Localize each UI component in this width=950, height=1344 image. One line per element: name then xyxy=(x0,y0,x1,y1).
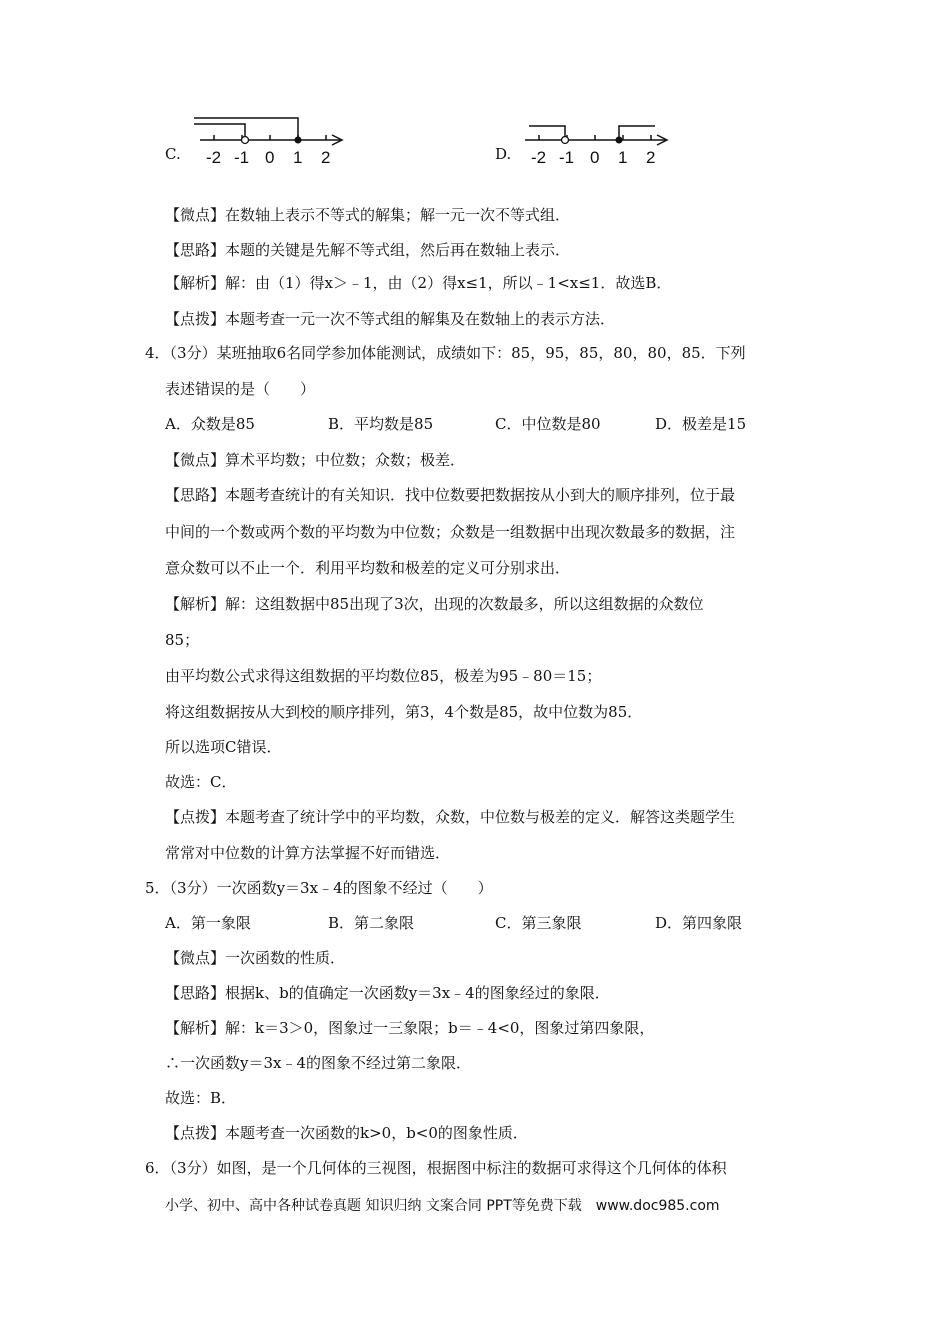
q4-jiexi-line1: 【解析】解：这组数据中85出现了3次，出现的次数最多，所以这组数据的众数位 xyxy=(165,595,704,613)
q4-weidian: 【微点】算术平均数；中位数；众数；极差． xyxy=(165,451,466,469)
q3-weidian: 【微点】在数轴上表示不等式的解集；解一元一次不等式组． xyxy=(165,206,571,224)
q5-stem: 5．（3分）一次函数y＝3x﹣4的图象不经过（ ） xyxy=(145,879,493,897)
footer-link[interactable]: 小学、初中、高中各种试卷真题 知识归纳 文案合同 PPT等免费下载 www.doc985.com xyxy=(165,1198,720,1214)
q5-jiexi-line2: ∴一次函数y＝3x﹣4的图象不经过第二象限． xyxy=(165,1054,472,1072)
q5-dianbo: 【点拨】本题考查一次函数的k>0，b<0的图象性质． xyxy=(165,1124,528,1142)
number-line-d xyxy=(515,108,675,168)
q4-jiexi-line6: 故选：C． xyxy=(165,773,237,791)
q4-option-a: A．众数是85 xyxy=(165,415,255,433)
tick-label: -2 xyxy=(206,148,222,167)
ray-right xyxy=(619,126,655,140)
q4-dianbo-line2: 常常对中位数的计算方法掌握不好而错选． xyxy=(165,844,451,862)
q5-option-a: A．第一象限 xyxy=(165,914,251,932)
tick-label: -1 xyxy=(234,148,250,167)
open-dot xyxy=(562,137,569,144)
tick-label: 2 xyxy=(646,148,656,167)
tick-label: -2 xyxy=(531,148,547,167)
q4-silu-line1: 【思路】本题考查统计的有关知识．找中位数要把数据按从小到大的顺序排列，位于最 xyxy=(165,486,736,504)
closed-dot xyxy=(616,137,623,144)
q4-dianbo-line1: 【点拨】本题考查了统计学中的平均数，众数，中位数与极差的定义．解答这类题学生 xyxy=(165,808,736,826)
q4-silu-line3: 意众数可以不止一个．利用平均数和极差的定义可分别求出． xyxy=(165,559,571,577)
tick-label: 0 xyxy=(590,148,600,167)
open-dot xyxy=(242,137,249,144)
q5-jiexi-line1: 【解析】解：k＝3＞0，图象过一三象限；b＝﹣4<0，图象过第四象限， xyxy=(165,1019,655,1037)
closed-dot xyxy=(295,137,302,144)
q4-stem-line1: 4．（3分）某班抽取6名同学参加体能测试，成绩如下：85，95，85，80，80，85．下列 xyxy=(145,344,746,362)
option-d-label: D. xyxy=(495,145,512,163)
tick-label: 1 xyxy=(618,148,628,167)
q4-jiexi-line4: 将这组数据按从大到校的顺序排列，第3，4个数是85，故中位数为85． xyxy=(165,703,643,721)
q4-stem-line2: 表述错误的是（ ） xyxy=(165,380,316,398)
q5-silu: 【思路】根据k、b的值确定一次函数y＝3x﹣4的图象经过的象限． xyxy=(165,984,610,1002)
q3-silu: 【思路】本题的关键是先解不等式组，然后再在数轴上表示． xyxy=(165,241,571,259)
tick-label: 1 xyxy=(293,148,303,167)
q5-option-c: C．第三象限 xyxy=(495,914,582,932)
q4-silu-line2: 中间的一个数或两个数的平均数为中位数；众数是一组数据中出现次数最多的数据，注 xyxy=(165,523,736,541)
q5-jiexi-line3: 故选：B． xyxy=(165,1089,237,1107)
option-c-label: C. xyxy=(165,145,181,163)
q4-option-b: B．平均数是85 xyxy=(328,415,434,433)
q5-option-d: D．第四象限 xyxy=(655,914,743,932)
q4-option-d: D．极差是15 xyxy=(655,415,747,433)
q4-option-c: C．中位数是80 xyxy=(495,415,601,433)
q6-stem: 6．（3分）如图，是一个几何体的三视图，根据图中标注的数据可求得这个几何体的体积 xyxy=(145,1159,727,1177)
q4-jiexi-line5: 所以选项C错误． xyxy=(165,738,282,756)
q5-option-b: B．第二象限 xyxy=(328,914,415,932)
ray-left xyxy=(194,124,245,140)
q4-jiexi-line2: 85； xyxy=(165,631,200,649)
ray-left xyxy=(529,126,565,140)
tick-label: -1 xyxy=(559,148,575,167)
q3-jiexi: 【解析】解：由（1）得x＞﹣1，由（2）得x≤1，所以﹣1<x≤1．故选B． xyxy=(165,274,672,292)
q3-dianbo: 【点拨】本题考查一元一次不等式组的解集及在数轴上的表示方法． xyxy=(165,310,616,328)
tick-label: 2 xyxy=(321,148,331,167)
tick-label: 0 xyxy=(265,148,275,167)
q5-weidian: 【微点】一次函数的性质． xyxy=(165,949,346,967)
number-line-c xyxy=(190,108,350,168)
q4-jiexi-line3: 由平均数公式求得这组数据的平均数位85，极差为95﹣80＝15； xyxy=(165,667,602,685)
